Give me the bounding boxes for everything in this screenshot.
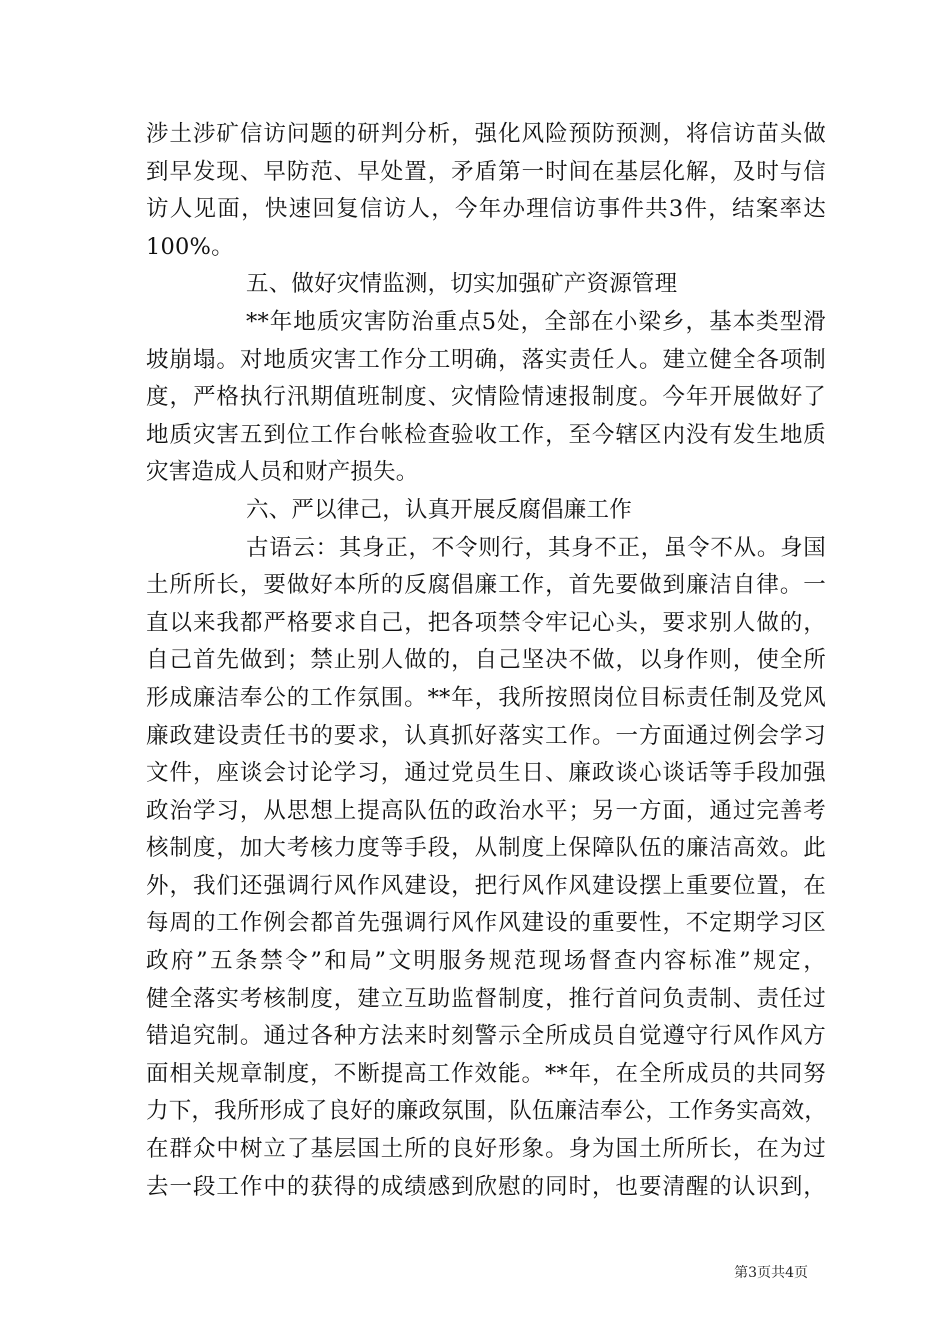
text-line: 廉政建设责任书的要求，认真抓好落实工作。一方面通过例会学习 [146, 722, 826, 749]
text-line: 自己首先做到；禁止别人做的，自己坚决不做，以身作则，使全所 [146, 647, 826, 674]
text-line: 政治学习，从思想上提高队伍的政治水平；另一方面，通过完善考 [146, 797, 826, 824]
text-line: 去一段工作中的获得的成绩感到欣慰的同时，也要清醒的认识到， [146, 1173, 826, 1200]
text-line: 在群众中树立了基层国土所的良好形象。身为国土所所长，在为过 [146, 1136, 826, 1163]
text-line: 政府”五条禁令”和局”文明服务规范现场督查内容标准”规定， [146, 948, 826, 975]
page-number: 第3页共4页 [734, 1265, 808, 1281]
text-line: 健全落实考核制度，建立互助监督制度，推行首问负责制、责任过 [146, 985, 826, 1012]
text-line: 每周的工作例会都首先强调行风作风建设的重要性，不定期学习区 [146, 910, 826, 937]
text-line: 形成廉洁奉公的工作氛围。**年，我所按照岗位目标责任制及党风 [146, 684, 826, 711]
text-line: 五、做好灾情监测，切实加强矿产资源管理 [246, 271, 678, 298]
text-line: 100%。 [146, 233, 234, 260]
document-body [146, 116, 826, 1206]
text-line: 文件，座谈会讨论学习，通过党员生日、廉政谈心谈话等手段加强 [146, 760, 826, 787]
text-line: 力下，我所形成了良好的廉政氛围，队伍廉洁奉公，工作务实高效， [146, 1098, 828, 1125]
text-line: 坡崩塌。对地质灾害工作分工明确，落实责任人。建立健全各项制 [146, 346, 826, 373]
text-line: 直以来我都严格要求自己，把各项禁令牢记心头，要求别人做的， [146, 609, 826, 636]
text-line: 涉土涉矿信访问题的研判分析，强化风险预防预测，将信访苗头做 [146, 121, 826, 147]
text-line: 错追究制。通过各种方法来时刻警示全所成员自觉遵守行风作风方 [146, 1023, 826, 1050]
text-line: 地质灾害五到位工作台帐检查验收工作，至今辖区内没有发生地质 [146, 421, 826, 448]
text-line: 核制度，加大考核力度等手段，从制度上保障队伍的廉洁高效。此 [146, 835, 826, 862]
text-line: 面相关规章制度，不断提高工作效能。**年，在全所成员的共同努 [146, 1060, 826, 1087]
text-line: **年地质灾害防治重点5处，全部在小梁乡，基本类型滑 [246, 308, 826, 335]
text-line: 访人见面，快速回复信访人，今年办理信访事件共3件，结案率达 [146, 196, 826, 223]
text-line: 土所所长，要做好本所的反腐倡廉工作，首先要做到廉洁自律。一 [146, 572, 826, 599]
text-line: 古语云：其身正，不令则行，其身不正，虽令不从。身国 [246, 534, 826, 561]
text-line: 外，我们还强调行风作风建设，把行风作风建设摆上重要位置，在 [146, 872, 826, 899]
text-line: 到早发现、早防范、早处置，矛盾第一时间在基层化解，及时与信 [146, 158, 826, 185]
text-line: 六、严以律己，认真开展反腐倡廉工作 [246, 496, 632, 523]
text-line: 灾害造成人员和财产损失。 [146, 459, 419, 486]
text-line: 度，严格执行汛期值班制度、灾情险情速报制度。今年开展做好了 [146, 384, 826, 411]
